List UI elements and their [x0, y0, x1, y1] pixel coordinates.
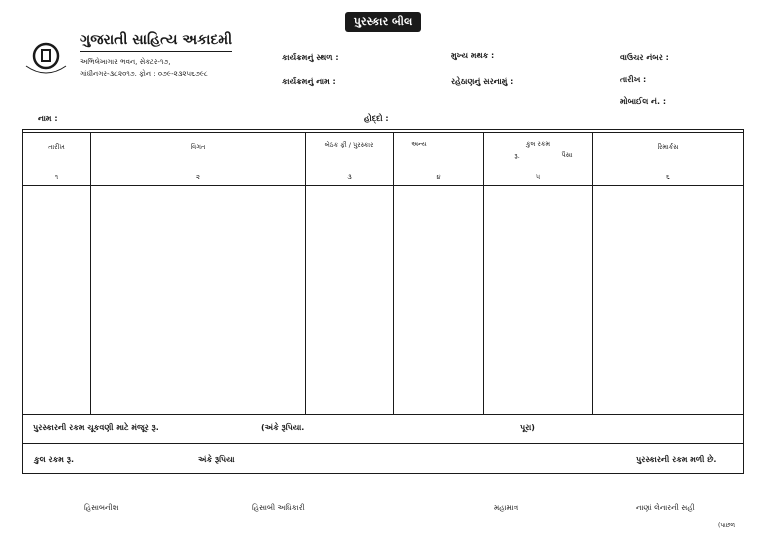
signature-accountant: હિસાબનીશ [84, 503, 119, 512]
payment-end: પૂરા) [520, 423, 535, 432]
col-header-remarks: રિમાર્કસ [657, 143, 679, 151]
bill-table [22, 129, 744, 474]
col-header-total-rs: રૂ. [514, 152, 520, 160]
col-number: ૨ [196, 173, 200, 181]
received-top-rule [22, 473, 744, 474]
table-top-double-rule [23, 132, 743, 133]
col-header-details: વિગત [190, 143, 206, 151]
org-address-line1: અભિલેખાગાર ભવન, સેક્ટર-૧૭, [80, 58, 171, 66]
designation-label: હોદ્દો : [364, 114, 389, 123]
org-name: ગુજરાતી સાહિત્ય અકાદમી [80, 32, 233, 48]
col-number: ૧ [54, 173, 59, 181]
payment-approval-text: પુરસ્કારની રકમ ચૂકવણી માટે મંજૂર રૂ. [33, 423, 159, 432]
form-title: પુરસ્કાર બીલ [345, 12, 421, 32]
col-number: ૪ [436, 173, 441, 181]
program-place-label: કાર્યક્રમનું સ્થળ : [282, 53, 339, 62]
col-number: ૫ [535, 173, 541, 181]
col-header-total-paise: પૈસા [561, 151, 573, 159]
col-header-other: અન્ય [411, 140, 427, 148]
name-label: નામ : [38, 114, 58, 123]
voucher-number-label: વાઉચર નંબર : [620, 53, 669, 62]
headquarters-label: મુખ્ય મથક : [451, 51, 495, 60]
table-header-rule [23, 185, 743, 186]
col-number: ૬ [666, 173, 670, 181]
org-address-line2: ગાંધીનગર-૩૮૨૦૧૭. ફોન : ૦૭૯-૨૩૨૫૬૭૯૮ [80, 70, 208, 78]
org-divider [80, 51, 232, 52]
received-total: કુલ રકમ રૂ. [34, 455, 74, 464]
col-number: ૩ [347, 173, 352, 181]
academy-logo [22, 36, 70, 80]
received-in-words: અંકે રૂપિયા [198, 455, 235, 464]
signature-registrar: મહામાત્ર [494, 503, 519, 512]
date-label: તારીખ : [620, 75, 647, 84]
page-code: (પાછળ [718, 522, 736, 529]
table-body-rule [23, 414, 743, 415]
received-confirmation: પુરસ્કારની રકમ મળી છે. [636, 455, 717, 464]
col-header-total: કુલ રકમ [525, 140, 551, 148]
mobile-label: મોબાઈલ નં. : [620, 97, 667, 106]
payment-in-words: (અંકે રૂપિયા. [261, 423, 305, 432]
col-header-fee: બેઠક ફી / પુરસ્કાર [324, 141, 374, 149]
signature-recipient: નાણાં લેનારની સહી [636, 503, 695, 512]
residence-address-label: રહેઠાણનું સરનામું : [451, 77, 514, 86]
col-header-date: તારીખ [48, 143, 65, 151]
signature-accounts-officer: હિસાબી અધિકારી [252, 503, 305, 512]
program-name-label: કાર્યક્રમનું નામ : [282, 77, 336, 86]
